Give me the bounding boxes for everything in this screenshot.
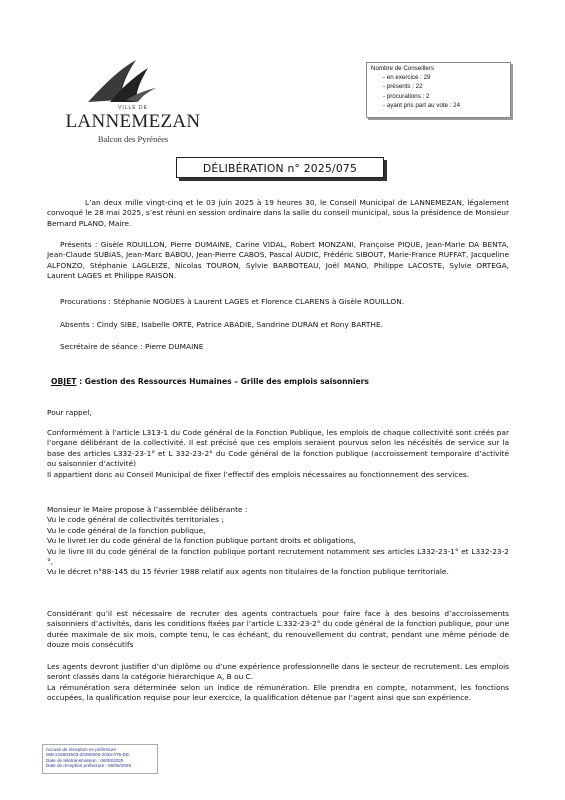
objet-text: : Gestion des Ressources Humaines – Grille des emplois saisonniers bbox=[76, 377, 369, 386]
secretaire-line: Secrétaire de séance : Pierre DUMAINE bbox=[60, 342, 204, 351]
visa-livre-3: Vu le livre III du code général de la fonction publique portant recrutement notamment ses articles L332-23-1° et L332-23-2 °, bbox=[47, 546, 509, 567]
logo-city-name: LANNEMEZAN bbox=[65, 111, 201, 132]
considerant-paragraph: Considérant qu’il est nécessaire de recruter des agents contractuels pour faire face à des besoins d’accroissements saisonniers d’activités, dans les conditions fixées par l’article L.332-23-2° du code général de la fonction publique, pour une durée maximale de six mois, compte tenu, le cas échéant, du renouvellement du contrat, pendant une même période de douze mois consécutifs bbox=[47, 609, 509, 650]
mountain-swoosh-icon bbox=[48, 56, 218, 106]
objet-line bbox=[51, 377, 511, 386]
lannemezan-logo bbox=[48, 56, 218, 161]
agents-paragraph bbox=[47, 662, 509, 704]
rappel-line: Pour rappel, bbox=[47, 408, 92, 417]
visa-livre-1: Vu le livret Ier du code général de la fonction publique portant droits et obligations, bbox=[47, 536, 357, 546]
agents-text-2: La rémunération sera déterminée selon un indice de rémunération. Elle prendra en compte, notamment, les fonctions occupées, la qualification requise pour leur exercice, la qualification détenue par l’agent ainsi que son expérience. bbox=[47, 682, 509, 703]
receipt-line-2: 065-216502503-20250606-2025-075-DE bbox=[46, 752, 130, 758]
intro-paragraph: L’an deux mille vingt-cinq et le 03 juin 2025 à 19 heures 30, le Conseil Municipal de LANNEMEZAN, légalement convoqué le 28 mai 2025, s’est réuni en session ordinaire dans la salle du conseil municipal, sous la présidence de Monsieur Bernard PLANO, Maire. bbox=[47, 198, 509, 228]
conseillers-count-box bbox=[366, 62, 511, 118]
procurations-line: Procurations : Stéphanie NOGUES à Laurent LAGES et Florence CLARENS à Gisèle ROUILLON. bbox=[60, 297, 405, 306]
visa-decret: Vu le décret n°88-145 du 15 février 1988 relatif aux agents non titulaires de la fonction publique territoriale. bbox=[47, 567, 449, 577]
conseillers-procurations: - procurations : 2 bbox=[383, 92, 430, 100]
conseillers-presents: - présents : 22 bbox=[383, 83, 423, 91]
visas-paragraph bbox=[47, 505, 509, 578]
prefecture-receipt-stamp bbox=[42, 744, 158, 774]
conformement-text-1: Conformément à l’article L313-1 du Code général de la Fonction Publique, les emplois de chaque collectivité sont créés par l’organe délibérant de la collectivité. Il est précisé que ces emplois seraient pourvus selon les nécésités de service sur la base des articles L332-23-1° et L 332-23-2° du Code général de la fonction publique (accroissement temporaire d’activité ou saisonnier d’activité) bbox=[47, 428, 509, 469]
logo-ville-text: VILLE DE bbox=[118, 105, 148, 111]
maire-propose: Monsieur le Maire propose à l’assemblée délibérante : bbox=[47, 505, 248, 514]
receipt-line-3: Date de télétransmission : 06/06/2025 bbox=[46, 757, 124, 763]
receipt-line-1: Accusé de réception en préfecture bbox=[46, 747, 116, 752]
conseillers-votants: - ayant pris part au vote : 24 bbox=[383, 101, 461, 109]
conformement-text-2: Il appartient donc au Conseil Municipal de fixer l’effectif des emplois nécessaires au fonctionnement des services. bbox=[47, 469, 470, 479]
conformement-paragraph bbox=[47, 428, 509, 480]
receipt-line-4: Date de réception préfecture : 06/06/2025 bbox=[46, 763, 132, 769]
logo-subtitle: Balcon des Pyrénées bbox=[97, 134, 169, 144]
conseillers-en-exercice: - en exercice : 29 bbox=[383, 74, 431, 82]
visa-cgfp: Vu le code général de la fonction publique, bbox=[47, 525, 206, 535]
agents-text-1: Les agents devront justifier d’un diplôme ou d’une expérience professionnelle dans le secteur de recrutement. Les emplois seront classés dans la catégorie hiérarchique A, B ou C. bbox=[47, 662, 509, 682]
deliberation-title: DÉLIBÉRATION n° 2025/075 bbox=[176, 157, 384, 178]
absents-line: Absents : Cindy SIBE, Isabelle ORTE, Patrice ABADIE, Sandrine DURAN et Rony BARTHE. bbox=[60, 320, 383, 329]
visa-cgct: Vu le code général de collectivités territoriales ; bbox=[47, 515, 224, 525]
presents-paragraph: Présents : Gisèle ROUILLON, Pierre DUMAINE, Carine VIDAL, Robert MONZANI, Françoise PIQUE, Jean-Marie DA BENTA, Jean-Claude SUBIAS, Jean-Marc BABOU, Jean-Pierre CABOS, Pascal AUDIC, Frédéric SIBOUT, Marie-France RUFFAT, Jacqueline ALFONZO, Stéphanie LAGLEIZE, Nicolas TOURON, Sylvie BARBOTEAU, Joël MANO, Philippe LACOSTE, Sylvie ORTEGA, Laurent LAGES et Philippe RAISON. bbox=[47, 240, 509, 281]
objet-label: OBJET bbox=[51, 377, 77, 386]
conseillers-title: Nombre de Conseillers bbox=[371, 65, 434, 72]
